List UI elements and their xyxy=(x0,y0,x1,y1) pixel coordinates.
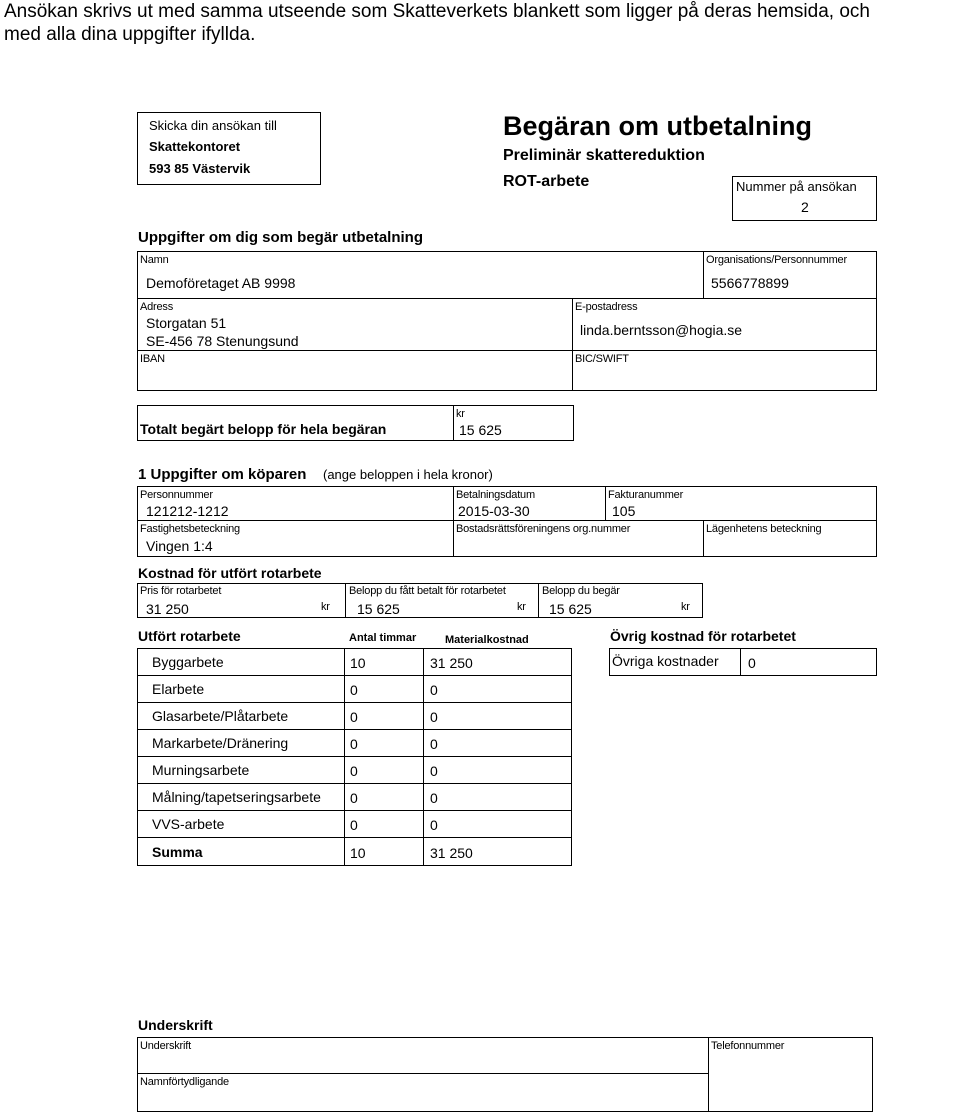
cost-divider-v2 xyxy=(538,583,539,618)
signature-heading: Underskrift xyxy=(138,1017,213,1033)
personnr-label: Personnummer xyxy=(140,489,213,501)
property-field[interactable]: Vingen 1:4 xyxy=(146,538,213,554)
applicant-box xyxy=(137,251,877,391)
signature-divider-v xyxy=(708,1037,709,1112)
applicant-heading: Uppgifter om dig som begär utbetalning xyxy=(138,229,423,246)
applicant-divider-2 xyxy=(137,350,877,351)
work-row-name: Markarbete/Dränering xyxy=(152,735,289,751)
work-sum-label: Summa xyxy=(152,844,203,860)
buyer-heading: 1 Uppgifter om köparen xyxy=(138,466,307,483)
signature-label: Underskrift xyxy=(140,1040,191,1052)
work-row-hours[interactable]: 10 xyxy=(350,655,366,671)
orgnr-field[interactable]: 5566778899 xyxy=(711,275,789,291)
work-row-material[interactable]: 0 xyxy=(430,763,438,779)
work-row-hours[interactable]: 0 xyxy=(350,682,358,698)
work-sum-hours: 10 xyxy=(350,845,366,861)
email-field[interactable]: linda.berntsson@hogia.se xyxy=(580,322,743,338)
work-sum-material: 31 250 xyxy=(430,845,473,861)
price-unit: kr xyxy=(321,601,330,613)
work-row-name: Målning/tapetseringsarbete xyxy=(152,789,321,805)
work-row-hours[interactable]: 0 xyxy=(350,817,358,833)
work-row-material[interactable]: 0 xyxy=(430,736,438,752)
work-row-material[interactable]: 0 xyxy=(430,790,438,806)
work-row-hours[interactable]: 0 xyxy=(350,763,358,779)
total-divider xyxy=(453,405,454,441)
work-row xyxy=(138,730,572,757)
work-material-heading: Materialkostnad xyxy=(445,634,529,646)
work-row-material[interactable]: 31 250 xyxy=(430,655,473,671)
buyer-divider-v3 xyxy=(703,520,704,557)
form-subtitle-2: ROT-arbete xyxy=(503,173,590,190)
apartment-label: Lägenhetens beteckning xyxy=(706,523,822,535)
work-row-material[interactable]: 0 xyxy=(430,682,438,698)
applicant-divider-v2 xyxy=(572,298,573,391)
send-to-line-1: Skicka din ansökan till xyxy=(149,118,277,133)
work-sum-row xyxy=(138,839,572,866)
buyer-heading-note: (ange beloppen i hela kronor) xyxy=(323,467,493,482)
applicant-divider-v1 xyxy=(703,251,704,299)
iban-label: IBAN xyxy=(140,353,165,365)
other-cost-label: Övriga kostnader xyxy=(612,653,719,669)
send-to-line-3: 593 85 Västervik xyxy=(149,161,251,176)
send-to-line-2: Skattekontoret xyxy=(149,139,241,154)
work-hours-heading: Antal timmar xyxy=(349,632,417,644)
work-row-material[interactable]: 0 xyxy=(430,817,438,833)
total-label: Totalt begärt belopp för hela begäran xyxy=(140,421,387,437)
work-row xyxy=(138,784,572,811)
signature-divider-h xyxy=(137,1073,709,1074)
invoice-label: Fakturanummer xyxy=(608,489,684,501)
price-label: Pris för rotarbetet xyxy=(140,585,222,597)
work-row-name: Elarbete xyxy=(152,681,205,697)
application-number-label: Nummer på ansökan xyxy=(736,179,857,194)
work-row-hours[interactable]: 0 xyxy=(350,790,358,806)
buyer-divider-v2 xyxy=(605,486,606,521)
email-label: E-postadress xyxy=(575,301,638,313)
page-caption xyxy=(4,0,870,46)
form-subtitle-1: Preliminär skattereduktion xyxy=(503,147,705,164)
buyer-divider-h xyxy=(137,520,877,521)
buyer-divider-v1 xyxy=(453,486,454,557)
address-line-1[interactable]: Storgatan 51 xyxy=(146,315,227,331)
bic-label: BIC/SWIFT xyxy=(575,353,629,365)
cost-divider-v1 xyxy=(345,583,346,618)
work-heading: Utfört rotarbete xyxy=(138,628,241,644)
other-cost-value[interactable]: 0 xyxy=(748,655,756,671)
request-field[interactable]: 15 625 xyxy=(549,601,592,617)
work-row xyxy=(138,703,572,730)
paid-unit: kr xyxy=(517,601,526,613)
paid-field[interactable]: 15 625 xyxy=(357,601,400,617)
other-cost-divider xyxy=(740,648,741,676)
phone-label: Telefonnummer xyxy=(711,1040,785,1052)
work-row-hours[interactable]: 0 xyxy=(350,736,358,752)
work-row-material[interactable]: 0 xyxy=(430,709,438,725)
personnr-field[interactable]: 121212-1212 xyxy=(146,503,229,519)
request-label: Belopp du begär xyxy=(542,585,620,597)
work-row-name: Byggarbete xyxy=(152,654,224,670)
total-unit: kr xyxy=(456,408,465,420)
name-field[interactable]: Demoföretaget AB 9998 xyxy=(146,275,296,291)
cost-heading: Kostnad för utfört rotarbete xyxy=(138,565,322,581)
work-row xyxy=(138,811,572,838)
paydate-label: Betalningsdatum xyxy=(456,489,535,501)
name-clarification-label: Namnförtydligande xyxy=(140,1076,229,1088)
address-line-2[interactable]: SE-456 78 Stenungsund xyxy=(146,333,299,349)
work-row-name: Glasarbete/Plåtarbete xyxy=(152,708,289,724)
application-number-value[interactable]: 2 xyxy=(801,199,809,215)
paydate-field[interactable]: 2015-03-30 xyxy=(458,503,530,519)
work-row-name: VVS-arbete xyxy=(152,816,225,832)
work-row xyxy=(138,676,572,703)
price-field[interactable]: 31 250 xyxy=(146,601,189,617)
brf-label: Bostadsrättsföreningens org.nummer xyxy=(456,523,631,535)
address-label: Adress xyxy=(140,301,174,313)
paid-label: Belopp du fått betalt för rotarbetet xyxy=(349,585,506,597)
request-unit: kr xyxy=(681,601,690,613)
orgnr-label: Organisations/Personnummer xyxy=(706,254,847,266)
form-title: Begäran om utbetalning xyxy=(503,111,813,141)
total-value[interactable]: 15 625 xyxy=(459,422,502,438)
work-row-hours[interactable]: 0 xyxy=(350,709,358,725)
work-row-name: Murningsarbete xyxy=(152,762,250,778)
name-label: Namn xyxy=(140,254,169,266)
caption-line-1: Ansökan skrivs ut med samma utseende som Skatteverkets blankett som ligger på deras hemsida, och xyxy=(4,1,870,22)
caption-line-2: med alla dina uppgifter ifyllda. xyxy=(4,24,256,45)
invoice-field[interactable]: 105 xyxy=(612,503,636,519)
other-heading: Övrig kostnad för rotarbetet xyxy=(610,628,796,644)
applicant-divider-1 xyxy=(137,298,877,299)
work-row xyxy=(138,649,572,676)
property-label: Fastighetsbeteckning xyxy=(140,523,240,535)
work-row xyxy=(138,757,572,784)
